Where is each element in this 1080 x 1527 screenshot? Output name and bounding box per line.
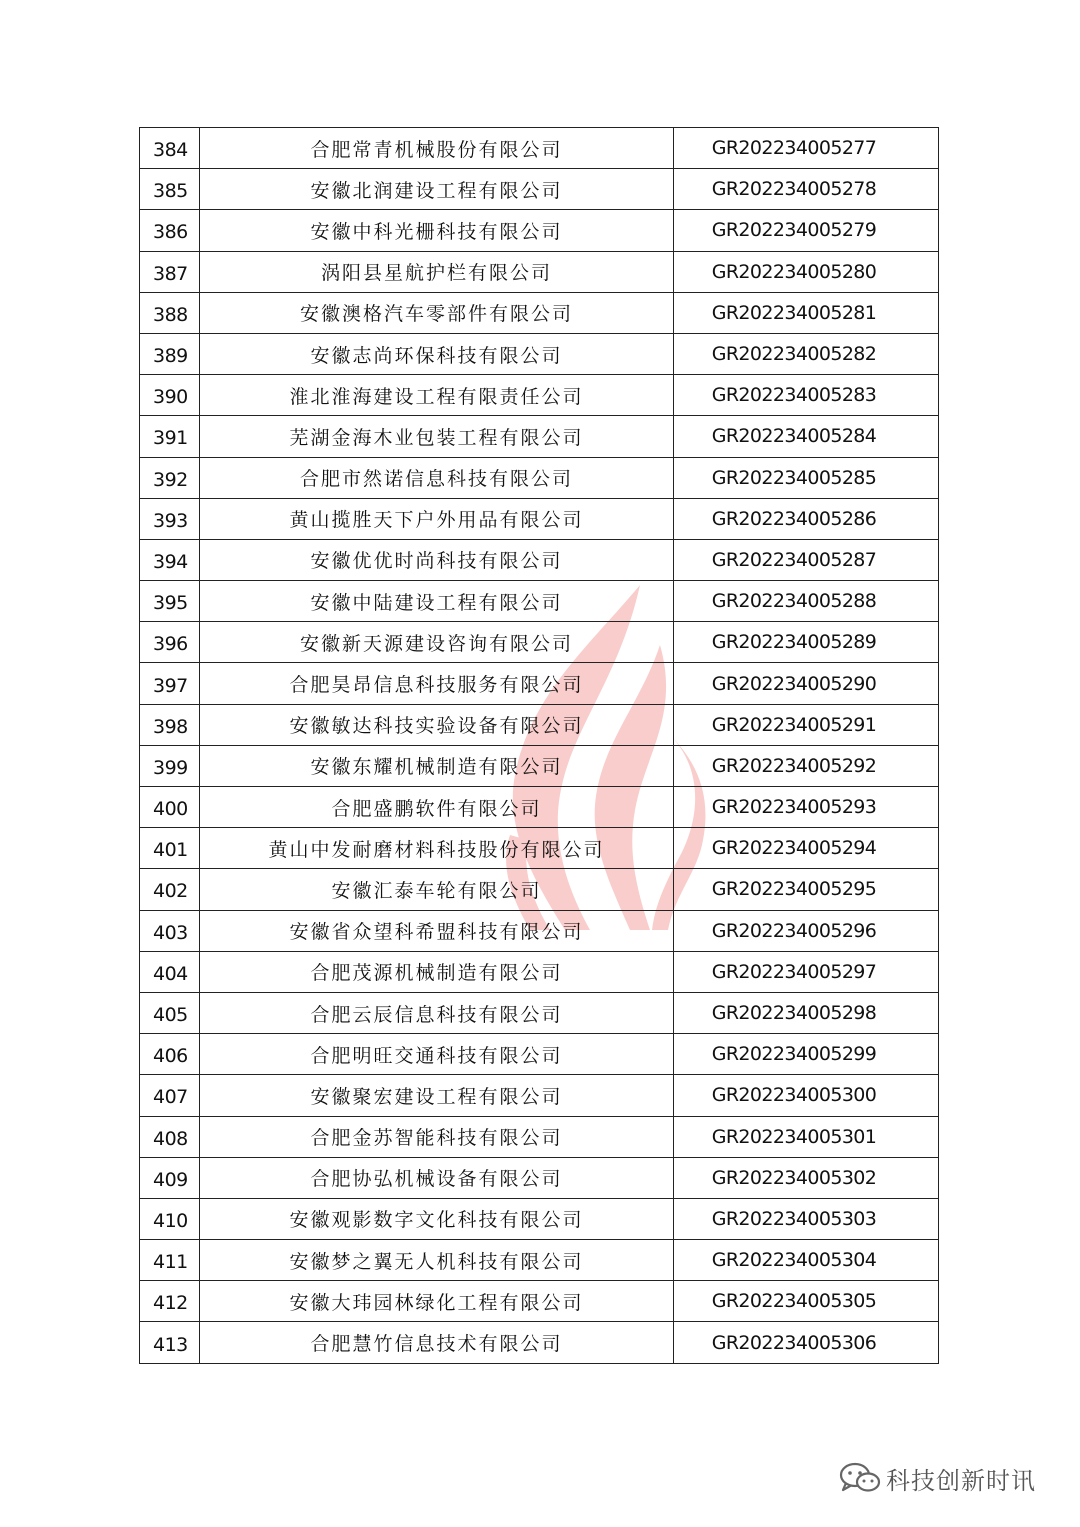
table-row — [140, 128, 939, 169]
company-name: 安徽敏达科技实验设备有限公司 — [200, 704, 674, 745]
row-number: 401 — [140, 828, 200, 869]
account-name: 科技创新时讯 — [886, 1466, 1036, 1495]
certificate-code: GR202234005296 — [674, 910, 939, 951]
row-number: 396 — [140, 622, 200, 663]
row-number: 403 — [140, 910, 200, 951]
certificate-code: GR202234005292 — [674, 745, 939, 786]
certificate-code: GR202234005300 — [674, 1075, 939, 1116]
company-name: 涡阳县星航护栏有限公司 — [200, 251, 674, 292]
table-row — [140, 581, 939, 622]
company-name: 合肥慧竹信息技术有限公司 — [200, 1322, 674, 1363]
row-number: 391 — [140, 416, 200, 457]
company-name: 安徽北润建设工程有限公司 — [200, 169, 674, 210]
certificate-code: GR202234005277 — [674, 128, 939, 169]
row-number: 389 — [140, 333, 200, 374]
company-name: 黄山揽胜天下户外用品有限公司 — [200, 498, 674, 539]
certificate-code: GR202234005289 — [674, 622, 939, 663]
row-number: 392 — [140, 457, 200, 498]
row-number: 402 — [140, 869, 200, 910]
table-row — [140, 1034, 939, 1075]
company-name: 安徽梦之翼无人机科技有限公司 — [200, 1240, 674, 1281]
row-number: 393 — [140, 498, 200, 539]
row-number: 413 — [140, 1322, 200, 1363]
row-number: 384 — [140, 128, 200, 169]
row-number: 385 — [140, 169, 200, 210]
company-name: 安徽观影数字文化科技有限公司 — [200, 1198, 674, 1239]
certificate-code: GR202234005279 — [674, 210, 939, 251]
certificate-code: GR202234005302 — [674, 1157, 939, 1198]
row-number: 405 — [140, 992, 200, 1033]
company-name: 安徽澳格汽车零部件有限公司 — [200, 292, 674, 333]
table-row — [140, 416, 939, 457]
certificate-code: GR202234005286 — [674, 498, 939, 539]
row-number: 410 — [140, 1198, 200, 1239]
certificate-code: GR202234005278 — [674, 169, 939, 210]
company-name: 合肥茂源机械制造有限公司 — [200, 951, 674, 992]
table-row — [140, 663, 939, 704]
table-row — [140, 622, 939, 663]
table-row — [140, 1322, 939, 1363]
row-number: 412 — [140, 1281, 200, 1322]
row-number: 404 — [140, 951, 200, 992]
table-row — [140, 333, 939, 374]
certificate-code: GR202234005298 — [674, 992, 939, 1033]
table-row — [140, 951, 939, 992]
certificate-code: GR202234005290 — [674, 663, 939, 704]
certificate-code: GR202234005293 — [674, 787, 939, 828]
table-row — [140, 539, 939, 580]
certificate-code: GR202234005291 — [674, 704, 939, 745]
certificate-code: GR202234005306 — [674, 1322, 939, 1363]
table-row — [140, 457, 939, 498]
certificate-code: GR202234005304 — [674, 1240, 939, 1281]
company-name: 合肥常青机械股份有限公司 — [200, 128, 674, 169]
certificate-code: GR202234005284 — [674, 416, 939, 457]
company-name: 安徽聚宏建设工程有限公司 — [200, 1075, 674, 1116]
row-number: 408 — [140, 1116, 200, 1157]
row-number: 407 — [140, 1075, 200, 1116]
certificate-code: GR202234005282 — [674, 333, 939, 374]
company-name: 合肥盛鹏软件有限公司 — [200, 787, 674, 828]
certificate-code: GR202234005283 — [674, 375, 939, 416]
table-row — [140, 1075, 939, 1116]
certificate-code: GR202234005297 — [674, 951, 939, 992]
row-number: 394 — [140, 539, 200, 580]
company-name: 合肥明旺交通科技有限公司 — [200, 1034, 674, 1075]
row-number: 406 — [140, 1034, 200, 1075]
row-number: 399 — [140, 745, 200, 786]
row-number: 386 — [140, 210, 200, 251]
row-number: 387 — [140, 251, 200, 292]
company-name: 合肥协弘机械设备有限公司 — [200, 1157, 674, 1198]
table-row — [140, 1198, 939, 1239]
table-row — [140, 745, 939, 786]
company-name: 芜湖金海木业包装工程有限公司 — [200, 416, 674, 457]
table-row — [140, 251, 939, 292]
row-number: 388 — [140, 292, 200, 333]
certificate-code: GR202234005305 — [674, 1281, 939, 1322]
table-row — [140, 375, 939, 416]
certificate-code: GR202234005294 — [674, 828, 939, 869]
company-name: 安徽中科光栅科技有限公司 — [200, 210, 674, 251]
company-name: 安徽中陆建设工程有限公司 — [200, 581, 674, 622]
company-name: 合肥市然诺信息科技有限公司 — [200, 457, 674, 498]
row-number: 398 — [140, 704, 200, 745]
company-name: 安徽省众望科希盟科技有限公司 — [200, 910, 674, 951]
table-row — [140, 910, 939, 951]
company-name: 安徽汇泰车轮有限公司 — [200, 869, 674, 910]
table-row — [140, 992, 939, 1033]
wechat-icon — [838, 1460, 882, 1496]
certificate-code: GR202234005287 — [674, 539, 939, 580]
table-row — [140, 1281, 939, 1322]
row-number: 397 — [140, 663, 200, 704]
company-name: 安徽新天源建设咨询有限公司 — [200, 622, 674, 663]
certificate-code: GR202234005301 — [674, 1116, 939, 1157]
row-number: 400 — [140, 787, 200, 828]
company-name: 安徽东耀机械制造有限公司 — [200, 745, 674, 786]
company-name: 安徽志尚环保科技有限公司 — [200, 333, 674, 374]
table-row — [140, 869, 939, 910]
table-row — [140, 1240, 939, 1281]
row-number: 395 — [140, 581, 200, 622]
table-row — [140, 1157, 939, 1198]
table-row — [140, 1116, 939, 1157]
certificate-code: GR202234005280 — [674, 251, 939, 292]
company-name: 安徽优优时尚科技有限公司 — [200, 539, 674, 580]
company-name: 合肥金苏智能科技有限公司 — [200, 1116, 674, 1157]
certificate-code: GR202234005295 — [674, 869, 939, 910]
row-number: 411 — [140, 1240, 200, 1281]
table-row — [140, 169, 939, 210]
table-row — [140, 292, 939, 333]
company-list-table — [139, 127, 939, 1364]
company-name: 安徽大玮园林绿化工程有限公司 — [200, 1281, 674, 1322]
certificate-code: GR202234005285 — [674, 457, 939, 498]
company-name: 黄山中发耐磨材料科技股份有限公司 — [200, 828, 674, 869]
certificate-code: GR202234005288 — [674, 581, 939, 622]
row-number: 409 — [140, 1157, 200, 1198]
footer-brand — [838, 1460, 1036, 1496]
company-name: 合肥昊昂信息科技服务有限公司 — [200, 663, 674, 704]
table-row — [140, 828, 939, 869]
certificate-code: GR202234005303 — [674, 1198, 939, 1239]
certificate-code: GR202234005281 — [674, 292, 939, 333]
row-number: 390 — [140, 375, 200, 416]
table-row — [140, 210, 939, 251]
certificate-code: GR202234005299 — [674, 1034, 939, 1075]
table-body — [140, 128, 939, 1364]
table-row — [140, 704, 939, 745]
table-row — [140, 787, 939, 828]
company-name: 淮北淮海建设工程有限责任公司 — [200, 375, 674, 416]
company-name: 合肥云辰信息科技有限公司 — [200, 992, 674, 1033]
table-row — [140, 498, 939, 539]
